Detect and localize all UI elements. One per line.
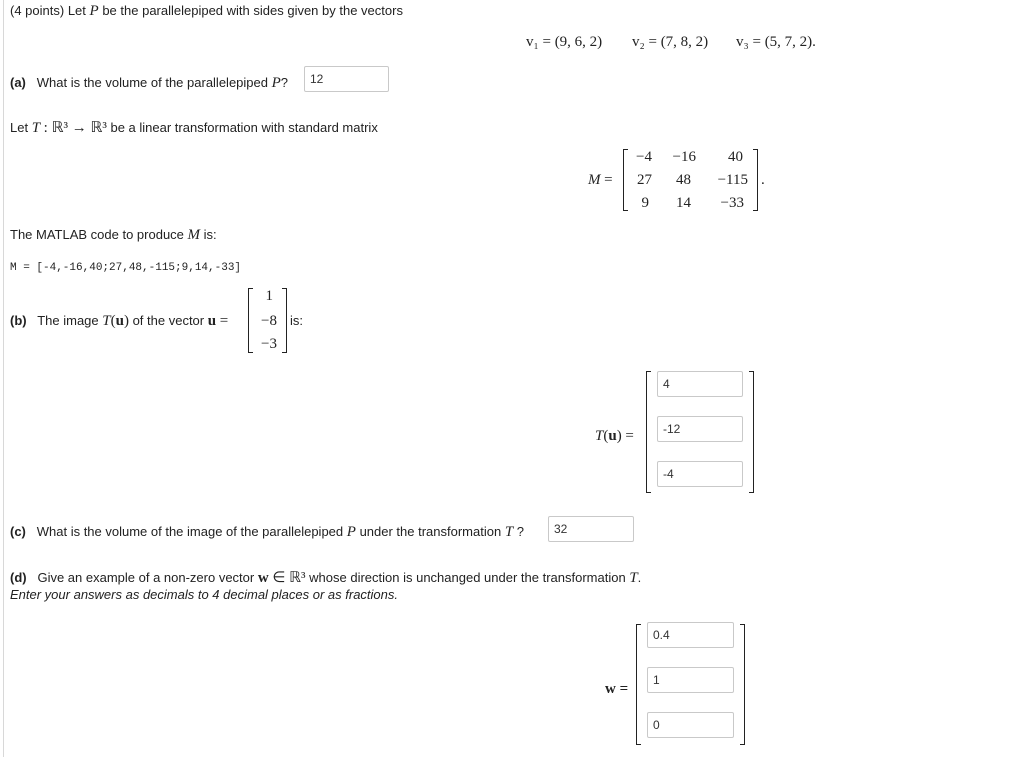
vector-u-right-bracket [282,288,287,353]
tu-answer-field-1[interactable]: 4 [657,371,743,397]
matrix-m-cell: 9 [641,195,649,211]
matrix-m-period: . [761,172,765,188]
vector-u-entry: −3 [261,336,277,352]
problem-intro: (4 points) Let P be the parallelepiped with sides given by the vectors [10,3,403,19]
part-d-instruction: Enter your answers as decimals to 4 decimal places or as fractions. [10,587,399,602]
part-a-question: (a) What is the volume of the parallelepiped P? [10,75,289,91]
w-answer-field-2[interactable]: 1 [647,667,734,693]
matrix-m-label: M = [588,172,613,188]
tu-answer-field-3[interactable]: -4 [657,461,743,487]
part-c-question: (c) What is the volume of the image of the parallelepiped P under the transformation T ? [10,524,525,540]
matrix-m-cell: 40 [728,149,743,165]
part-d-question: (d) Give an example of a non-zero vector w ∈ ℝ³ whose direction is unchanged under the transformation T. [10,570,642,586]
w-answer-field-1[interactable]: 0.4 [647,622,734,648]
vector-v3: v₃ = (5, 7, 2). [736,34,816,50]
matrix-m-cell: 14 [676,195,691,211]
part-b-is: is: [290,313,303,328]
matrix-m-cell: 48 [676,172,691,188]
vector-u-entry: −8 [261,313,277,329]
matrix-m-cell: −16 [672,149,696,165]
points-label: (4 points) [10,3,65,18]
w-left-bracket [636,624,641,745]
matrix-m-cell: −4 [636,149,652,165]
part-b-question: (b) The image T(u) of the vector u = [10,313,229,329]
matrix-m-cell: −33 [720,195,744,211]
matlab-intro: The MATLAB code to produce M is: [10,227,217,243]
vector-v1: v₁ = (9, 6, 2) [526,34,603,50]
vector-v2: v₂ = (7, 8, 2) [632,34,709,50]
vector-u-entry: 1 [265,288,273,304]
w-right-bracket [740,624,745,745]
tu-answer-field-2[interactable]: -12 [657,416,743,442]
transformation-statement: Let T : ℝ³ → ℝ³ be a linear transformation with standard matrix [10,120,378,136]
tu-right-bracket [749,371,754,493]
part-c-answer-field[interactable]: 32 [548,516,634,542]
matrix-m-cell: −115 [717,172,748,188]
tu-label: T(u) = [595,428,634,444]
left-border [3,0,4,757]
part-a-answer-field[interactable]: 12 [304,66,389,92]
w-label: w = [605,681,629,697]
matrix-m-cell: 27 [637,172,652,188]
matrix-m-right-bracket [753,149,758,211]
tu-left-bracket [646,371,651,493]
w-answer-field-3[interactable]: 0 [647,712,734,738]
matlab-code: M = [-4,-16,40;27,48,-115;9,14,-33] [10,262,242,274]
